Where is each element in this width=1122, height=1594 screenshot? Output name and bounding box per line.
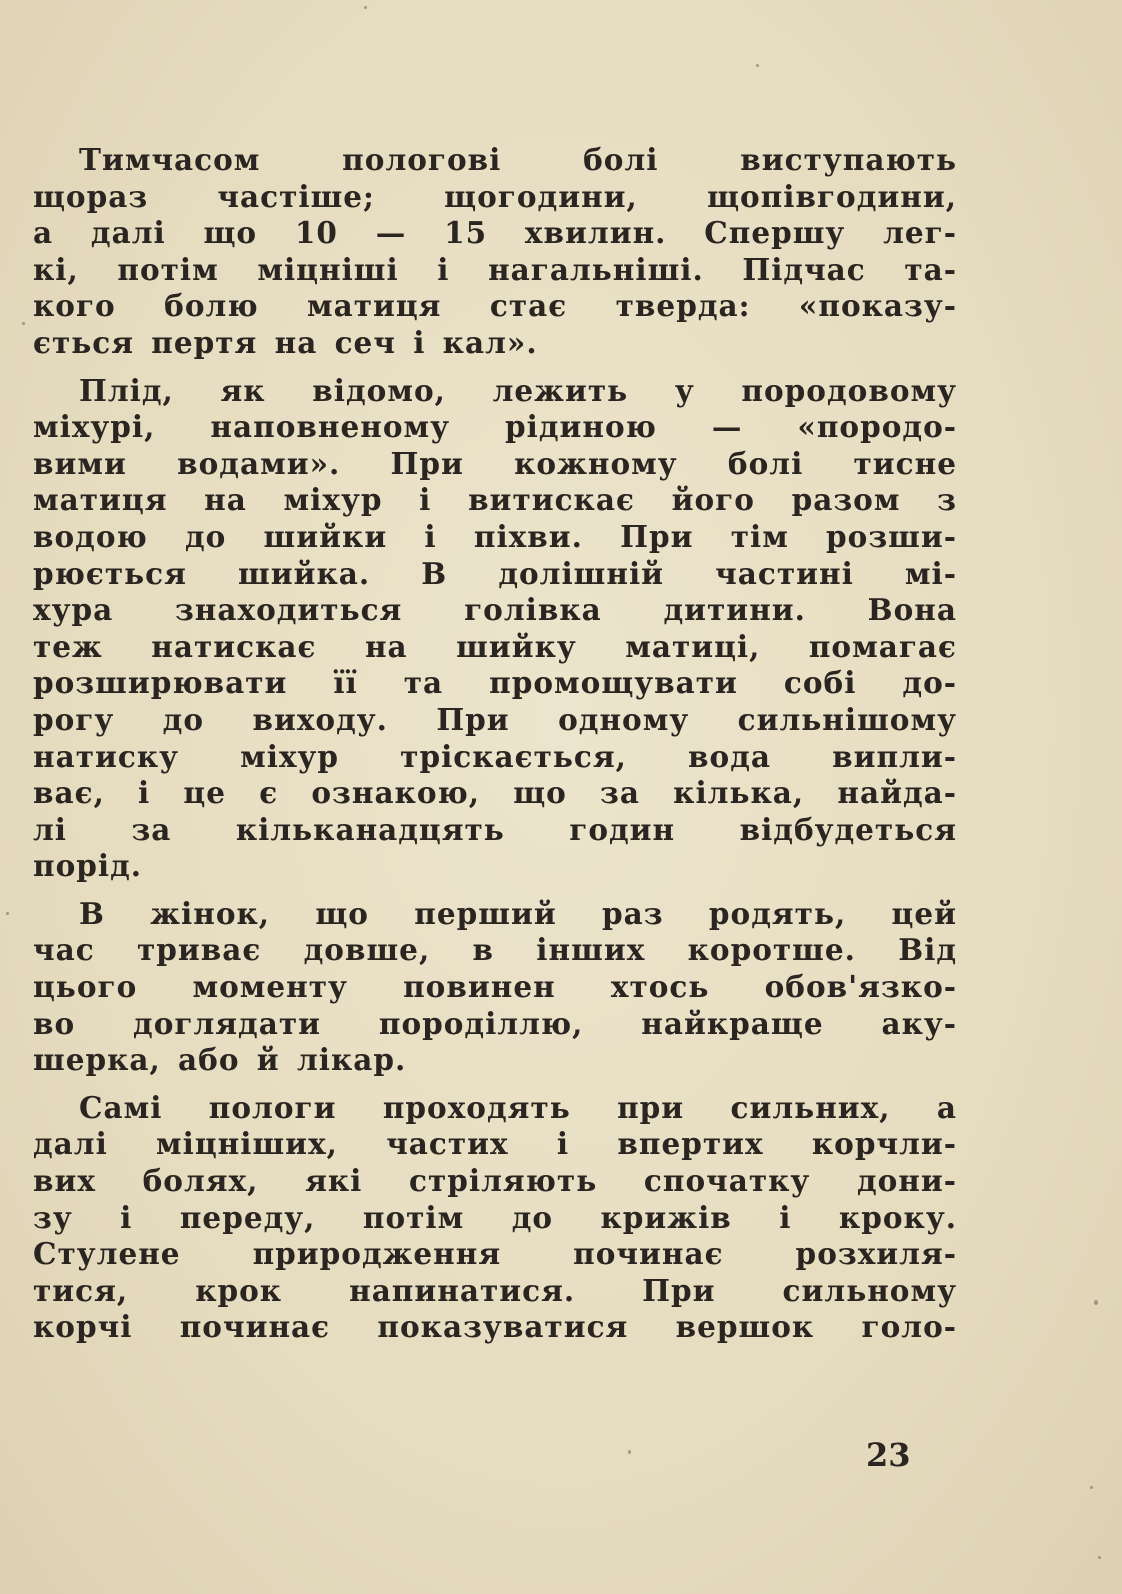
text-line: Самі пологи проходять при сильних, а: [79, 1089, 957, 1125]
paragraph: [33, 896, 957, 1079]
paragraph: [33, 1090, 957, 1346]
text-line: далі міцніших, частих і впертих корчли-: [33, 1126, 957, 1162]
paper-speck: [22, 322, 25, 325]
paper-speck: [1090, 1486, 1093, 1489]
paragraph: [33, 142, 957, 362]
text-line: тися, крок напинатися. При сильному: [33, 1272, 957, 1308]
text-line: рогу до виходу. При одному сильнішому: [33, 701, 957, 737]
text-line: а далі що 10 — 15 хвилин. Спершу лег-: [33, 215, 957, 251]
text-line: натиску міхур тріскається, вода випли-: [33, 738, 957, 774]
text-line: В жінок, що перший раз родять, цей: [79, 895, 957, 931]
paper-speck: [364, 6, 367, 9]
text-line: зу і переду, потім до крижів і кроку.: [33, 1199, 957, 1235]
text-line: лі за кільканадцять годин відбудеться: [33, 811, 957, 847]
text-line: ває, і це є ознакою, що за кілька, найда-: [33, 775, 957, 811]
text-line: вих болях, які стріляють спочатку дони-: [33, 1163, 957, 1199]
text-line: міхурі, наповненому рідиною — «породо-: [33, 409, 957, 445]
text-line: кого болю матиця стає тверда: «показу-: [33, 288, 957, 324]
text-line: кі, потім міцніші і нагальніші. Підчас та-: [33, 251, 957, 287]
text-line: хура знаходиться голівка дитини. Вона: [33, 592, 957, 628]
text-line: розширювати її та промощувати собі до-: [33, 665, 957, 701]
paper-speck: [756, 64, 759, 67]
text-line: час триває довше, в інших коротше. Від: [33, 932, 957, 968]
text-line: во доглядати породіллю, найкраще аку-: [33, 1005, 957, 1041]
paper-speck: [1098, 1556, 1101, 1559]
text-line: ється пертя на сеч і кал».: [33, 324, 538, 360]
text-line: рюється шийка. В долішній частині мі-: [33, 555, 957, 591]
text-line: Тимчасом пологові болі виступають: [79, 142, 957, 177]
text-line: матиця на міхур і витискає його разом з: [33, 482, 957, 518]
text-line: шерка, або й лікар.: [33, 1042, 407, 1078]
text-line: Стулене природження починає розхиля-: [33, 1236, 957, 1272]
paper-speck: [6, 912, 9, 915]
body-text: [33, 142, 957, 1357]
paragraph: [33, 373, 957, 885]
paper-speck: [1094, 1300, 1098, 1305]
text-line: щораз частіше; щогодини, щопівгодини,: [33, 178, 957, 214]
paper-speck: [628, 1450, 631, 1454]
text-line: цього моменту повинен хтось обов'язко-: [33, 969, 957, 1005]
text-line: теж натискає на шийку матиці, помагає: [33, 628, 957, 664]
text-line: вими водами». При кожному болі тисне: [33, 445, 957, 481]
text-line: водою до шийки і піхви. При тім розши-: [33, 518, 957, 554]
text-line: корчі починає показуватися вершок голо-: [33, 1309, 957, 1345]
page-number: 23: [866, 1436, 911, 1474]
text-line: порід.: [33, 848, 143, 884]
text-line: Плід, як відомо, лежить у породовому: [79, 372, 957, 408]
